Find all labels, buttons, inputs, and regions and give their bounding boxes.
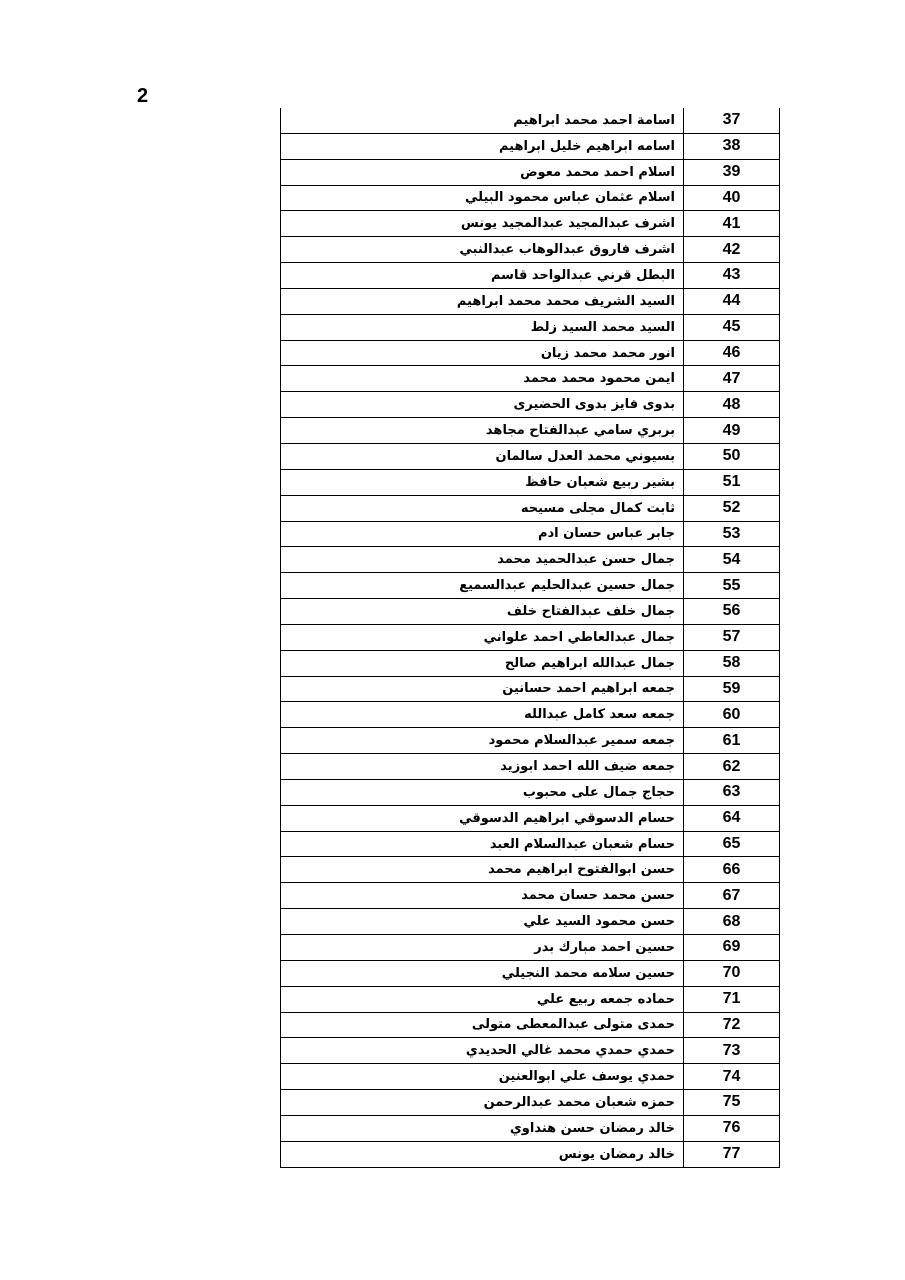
table-row [281, 211, 780, 237]
serial-number-cell: 38 [684, 133, 780, 159]
table-row [281, 883, 780, 909]
table-row [281, 185, 780, 211]
name-cell: جمعه سعد كامل عبدالله [281, 702, 684, 728]
name-cell: حسن محمد حسان محمد [281, 883, 684, 909]
serial-number-cell: 44 [684, 288, 780, 314]
name-cell: حسن ابوالفتوح ابراهيم محمد [281, 857, 684, 883]
serial-number-cell: 58 [684, 650, 780, 676]
table-row [281, 676, 780, 702]
serial-number-cell: 76 [684, 1115, 780, 1141]
serial-number-cell: 47 [684, 366, 780, 392]
serial-number-cell: 68 [684, 909, 780, 935]
table-row [281, 392, 780, 418]
table-row [281, 237, 780, 263]
name-cell: السيد الشريف محمد محمد ابراهيم [281, 288, 684, 314]
table-row [281, 624, 780, 650]
table-row [281, 340, 780, 366]
name-cell: البطل قرني عبدالواحد قاسم [281, 263, 684, 289]
name-cell: اسلام احمد محمد معوض [281, 159, 684, 185]
table-row [281, 1115, 780, 1141]
table-row [281, 1141, 780, 1167]
name-cell: خالد رمضان حسن هنداوي [281, 1115, 684, 1141]
name-cell: بشير ربيع شعبان حافظ [281, 469, 684, 495]
serial-number-cell: 45 [684, 314, 780, 340]
serial-number-cell: 77 [684, 1141, 780, 1167]
name-cell: خالد رمضان يونس [281, 1141, 684, 1167]
table-row [281, 1090, 780, 1116]
name-cell: بسيوني محمد العدل سالمان [281, 443, 684, 469]
name-cell: السيد محمد السيد زلط [281, 314, 684, 340]
table-row [281, 831, 780, 857]
serial-number-cell: 72 [684, 1012, 780, 1038]
name-cell: جمال حسن عبدالحميد محمد [281, 547, 684, 573]
serial-number-cell: 50 [684, 443, 780, 469]
table-row [281, 288, 780, 314]
name-cell: حسين سلامه محمد النجيلي [281, 960, 684, 986]
name-cell: حسام الدسوقي ابراهيم الدسوقي [281, 805, 684, 831]
table-row [281, 418, 780, 444]
table-row [281, 935, 780, 961]
table-row [281, 314, 780, 340]
table-row [281, 702, 780, 728]
name-cell: حماده جمعه ربيع علي [281, 986, 684, 1012]
name-cell: جمال خلف عبدالفتاح خلف [281, 599, 684, 625]
name-cell: حجاج جمال على محبوب [281, 779, 684, 805]
page-number: 2 [137, 85, 149, 107]
serial-number-cell: 51 [684, 469, 780, 495]
name-cell: اشرف عبدالمجيد عبدالمجيد يونس [281, 211, 684, 237]
name-cell: انور محمد محمد زيان [281, 340, 684, 366]
name-cell: حسام شعبان عبدالسلام العبد [281, 831, 684, 857]
table-row [281, 495, 780, 521]
serial-number-cell: 73 [684, 1038, 780, 1064]
serial-number-cell: 54 [684, 547, 780, 573]
table-row [281, 986, 780, 1012]
table-row [281, 909, 780, 935]
serial-number-cell: 69 [684, 935, 780, 961]
table-row [281, 779, 780, 805]
table-row [281, 547, 780, 573]
table-row [281, 521, 780, 547]
table-row [281, 159, 780, 185]
name-cell: اسامه ابراهيم خليل ابراهيم [281, 133, 684, 159]
serial-number-cell: 56 [684, 599, 780, 625]
table-row [281, 263, 780, 289]
name-cell: جمعه ضيف الله احمد ابوزيد [281, 754, 684, 780]
name-cell: اسلام عثمان عباس محمود البيلي [281, 185, 684, 211]
serial-number-cell: 64 [684, 805, 780, 831]
serial-number-cell: 70 [684, 960, 780, 986]
table-row [281, 960, 780, 986]
name-cell: ثابت كمال مجلى مسيحه [281, 495, 684, 521]
table-row [281, 599, 780, 625]
serial-number-cell: 41 [684, 211, 780, 237]
name-cell: جمال حسين عبدالحليم عبدالسميع [281, 573, 684, 599]
name-cell: حمدى متولى عبدالمعطى متولى [281, 1012, 684, 1038]
serial-number-cell: 49 [684, 418, 780, 444]
name-cell: بدوى فايز بدوى الحضيرى [281, 392, 684, 418]
name-cell: بربري سامي عبدالفتاح مجاهد [281, 418, 684, 444]
table-row [281, 469, 780, 495]
name-cell: جمعه ابراهيم احمد حسانين [281, 676, 684, 702]
serial-number-cell: 46 [684, 340, 780, 366]
name-cell: اسامة احمد محمد ابراهيم [281, 108, 684, 133]
table-row [281, 754, 780, 780]
serial-number-cell: 42 [684, 237, 780, 263]
names-table-body [281, 108, 780, 1167]
name-cell: حمزه شعبان محمد عبدالرحمن [281, 1090, 684, 1116]
table-row [281, 443, 780, 469]
serial-number-cell: 53 [684, 521, 780, 547]
table-row [281, 1064, 780, 1090]
name-cell: حسين احمد مبارك بدر [281, 935, 684, 961]
table-row [281, 366, 780, 392]
table-row [281, 728, 780, 754]
name-cell: جمال عبدالعاطي احمد علواني [281, 624, 684, 650]
table-row [281, 650, 780, 676]
name-cell: حمدي حمدي محمد غالي الحديدي [281, 1038, 684, 1064]
name-cell: حمدي يوسف علي ابوالعنين [281, 1064, 684, 1090]
serial-number-cell: 63 [684, 779, 780, 805]
table-row [281, 857, 780, 883]
serial-number-cell: 62 [684, 754, 780, 780]
names-table [280, 108, 780, 1168]
serial-number-cell: 52 [684, 495, 780, 521]
serial-number-cell: 65 [684, 831, 780, 857]
serial-number-cell: 74 [684, 1064, 780, 1090]
serial-number-cell: 39 [684, 159, 780, 185]
name-cell: ايمن محمود محمد محمد [281, 366, 684, 392]
table-row [281, 133, 780, 159]
serial-number-cell: 40 [684, 185, 780, 211]
serial-number-cell: 43 [684, 263, 780, 289]
name-cell: حسن محمود السيد علي [281, 909, 684, 935]
serial-number-cell: 37 [684, 108, 780, 133]
serial-number-cell: 66 [684, 857, 780, 883]
table-row [281, 1038, 780, 1064]
name-cell: اشرف فاروق عبدالوهاب عبدالنبي [281, 237, 684, 263]
table-row [281, 108, 780, 133]
serial-number-cell: 61 [684, 728, 780, 754]
table-row [281, 805, 780, 831]
name-cell: جابر عباس حسان ادم [281, 521, 684, 547]
table-row [281, 1012, 780, 1038]
serial-number-cell: 48 [684, 392, 780, 418]
serial-number-cell: 59 [684, 676, 780, 702]
serial-number-cell: 71 [684, 986, 780, 1012]
name-cell: جمعه سمير عبدالسلام محمود [281, 728, 684, 754]
serial-number-cell: 75 [684, 1090, 780, 1116]
name-cell: جمال عبدالله ابراهيم صالح [281, 650, 684, 676]
serial-number-cell: 67 [684, 883, 780, 909]
serial-number-cell: 55 [684, 573, 780, 599]
serial-number-cell: 57 [684, 624, 780, 650]
table-row [281, 573, 780, 599]
serial-number-cell: 60 [684, 702, 780, 728]
